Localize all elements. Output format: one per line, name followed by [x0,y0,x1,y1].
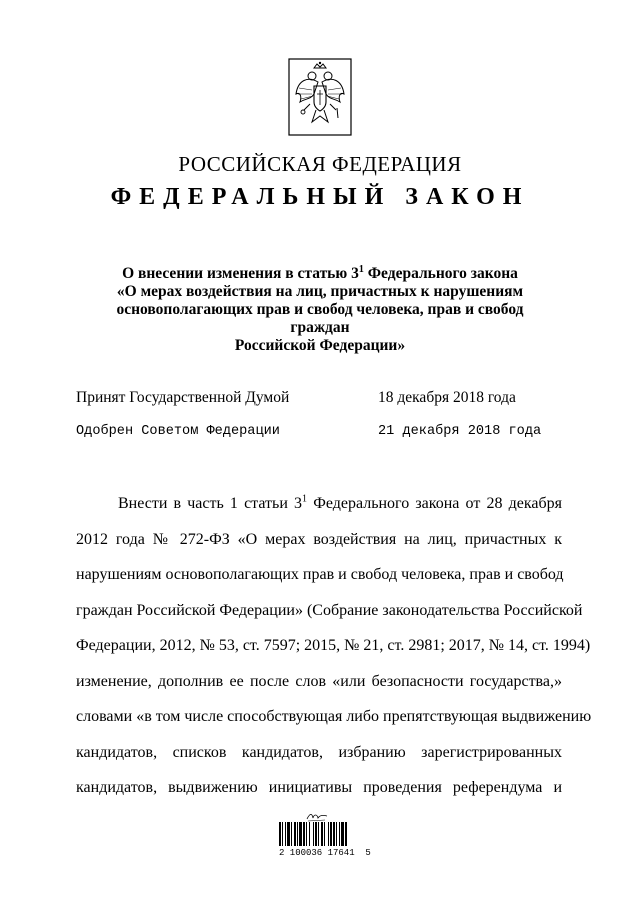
state-emblem-icon [288,58,352,136]
council-approval-date: 21 декабря 2018 года [378,424,542,439]
law-body [76,486,592,806]
law-title-text: Федерального закона [363,265,518,282]
law-title-superscript: 1 [358,263,364,275]
document-type: ФЕДЕРАЛЬНЫЙ ЗАКОН [110,184,530,210]
body-line: словами «в том числе способствующая либо препятствующая выдвижению [76,708,592,725]
body-text: Внести в часть 1 статьи 3 [118,495,303,512]
law-title-line: Российской Федерации» [234,337,406,354]
handwritten-mark-icon [305,810,329,822]
body-superscript: 1 [302,493,308,505]
body-line: граждан Российской Федерации» (Собрание законодательства Российской [76,601,583,619]
body-line [76,486,562,522]
duma-adoption-date: 18 декабря 2018 года [378,389,516,406]
law-title-line: «О мерах воздействия на лиц, причастных к нарушениям [116,283,524,300]
body-text: Федерального закона от 28 декабря [307,495,563,512]
law-title-line [90,265,550,283]
body-line: Федерации, 2012, № 53, ст. 7597; 2015, № 21, ст. 2981; 2017, № 14, ст. 1994) [76,637,591,654]
body-line: нарушениям основополагающих прав и свобод человека, прав и свобод [76,566,564,583]
law-title [90,265,550,355]
duma-adoption-label: Принят Государственной Думой [76,389,290,406]
council-approval-label: Одобрен Советом Федерации [76,424,280,439]
body-line: изменение, дополнив ее после слов «или безопасности государства,» [76,672,562,690]
barcode-icon [279,822,365,846]
law-title-line: основополагающих прав и свобод человека, прав и свобод граждан [116,301,524,336]
law-title-text: О внесении изменения в статью 3 [122,265,359,282]
barcode-number: 2 100036 17641 5 [279,848,371,858]
body-line: кандидатов, выдвижению инициативы проведения референдума и [76,779,562,796]
country-name: РОССИЙСКАЯ ФЕДЕРАЦИЯ [178,152,462,176]
body-line: кандидатов, списков кандидатов, избранию зарегистрированных [76,743,562,761]
body-line: 2012 года № 272-ФЗ «О мерах воздействия на лиц, причастных к [76,530,562,548]
